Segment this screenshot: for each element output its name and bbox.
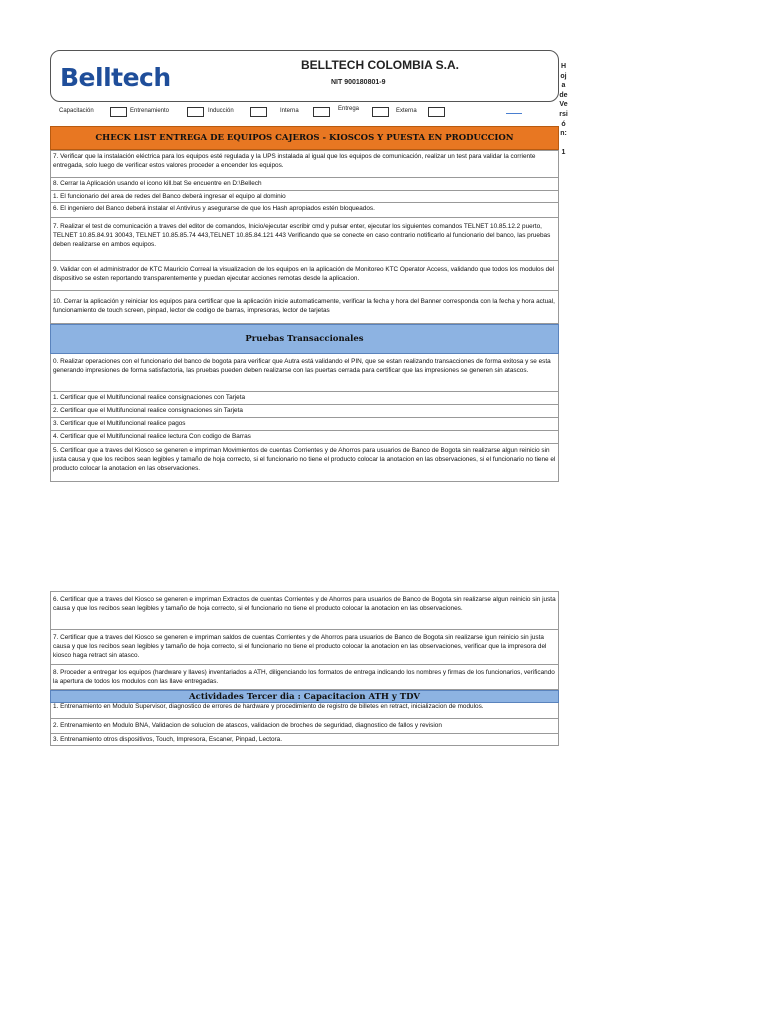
section-pruebas-transaccionales: Pruebas Transaccionales xyxy=(50,324,559,354)
day3-checklist xyxy=(50,703,559,746)
install-checklist xyxy=(50,150,559,324)
checklist-item: 1. Entrenamiento en Modulo Supervisor, diagnostico de errores de hardware y procedimiento de registro de billetes en retract, inicializacion de modulos. xyxy=(51,703,558,719)
option-label-entrega: Entrega xyxy=(338,106,360,112)
checklist-item: 3. Entrenamiento otros dispositivos, Touch, Impresora, Escaner, Pinpad, Lectora. xyxy=(51,734,558,746)
checklist-item: 6. Certificar que a traves del Kiosco se generen e impriman Extractos de cuentas Corrientes y de Ahorros para usuarios de Banco de Bogota sin realizarse algun reinicio sin justa causa y que los recibos sean legibles y tamaño de hoja correcto, si el funcionario no tiene el producto colocar la anotacion en las observaciones. xyxy=(51,591,558,630)
checkbox-induccion[interactable] xyxy=(250,107,267,117)
checklist-item: 7. Realizar el test de comunicación a traves del editor de comandos, Inicio/ejecutar escribir cmd y pulsar enter, ejecutar los siguientes comandos TELNET 10.85.12.2 puerto, TELNET 10.85.84.91 30043, TELNET 10.85.85.74 443,TELNET 10.85.84.121 443 Verificando que se conecte en caso contrario notificarlo al funcionario del banco, las pruebas deben realizarse en ambos equipos. xyxy=(51,218,558,261)
page2-checklist xyxy=(50,591,559,690)
checkbox-capacitacion[interactable] xyxy=(110,107,127,117)
option-label-induccion: Inducción xyxy=(208,108,234,114)
option-label-externa: Externa xyxy=(396,108,417,114)
option-label-interna: Interna xyxy=(280,108,299,114)
checklist-item: 1. El funcionario del area de redes del Banco deberá ingresar el equipo al dominio xyxy=(51,191,558,203)
checklist-item: 8. Cerrar la Aplicación usando el icono kill.bat Se encuentre en D:\Bellech xyxy=(51,178,558,191)
blue-divider-line xyxy=(506,113,522,114)
option-label-entrenamiento: Entrenamiento xyxy=(130,108,170,114)
activity-type-options xyxy=(50,105,559,121)
checkbox-entrenamiento[interactable] xyxy=(187,107,204,117)
checkbox-externa[interactable] xyxy=(428,107,445,117)
checkbox-entrega[interactable] xyxy=(372,107,389,117)
checklist-item: 4. Certificar que el Multifuncional realice lectura Con codigo de Barras xyxy=(51,431,558,444)
checklist-item: 2. Entrenamiento en Modulo BNA, Validacion de solucion de atascos, validacion de broches de seguridad, diagnostico de fallos y revision xyxy=(51,719,558,734)
checklist-item: 7. Certificar que a traves del Kiosco se generen e impriman saldos de cuentas Corrientes y de Ahorros para usuarios de Banco de Bogota sin realizarse igun reinicio sin justa causa y que los recibos sean legibles y tamaño de hoja correcto, si el funcionario no tiene el producto colocar la anotacion en las observaciones, verificar que la impresora del kiosco haga retract sin atasco. xyxy=(51,630,558,665)
checklist-item: 3. Certificar que el Multifuncional realice pagos xyxy=(51,418,558,431)
side-version-text: Hoja de Ve rsión: 1 xyxy=(559,63,568,157)
option-label-capacitacion: Capacitación xyxy=(59,108,94,114)
checklist-item: 10. Cerrar la aplicación y reiniciar los equipos para certificar que la aplicación inicie automaticamente, verificar la fecha y hora del Banner corresponda con la fecha y hora actual, funcionamiento de touch screen, pinpad, lector de codigo de barras, impresoras, lector de tarjetas xyxy=(51,291,558,324)
checklist-item: 2. Certificar que el Multifuncional realice consignaciones sin Tarjeta xyxy=(51,405,558,418)
checklist-item: 7. Verificar que la instalación eléctrica para los equipos esté regulada y la UPS instalada al igual que los equipos de comunicación, realizar un test para validar la corriente entregada, solo luego de verificar estos valores proceder a encender los equipos. xyxy=(51,150,558,178)
checklist-title: CHECK LIST ENTREGA DE EQUIPOS CAJEROS - KIOSCOS Y PUESTA EN PRODUCCION xyxy=(50,126,559,150)
checkbox-interna[interactable] xyxy=(313,107,330,117)
checklist-item: 8. Proceder a entregar los equipos (hardware y llaves) inventariados a ATH, diligenciando los formatos de entrega indicando los nombres y firmas de los funcionarios, verificando la apertura de todos los modulos con las llave entregadas. xyxy=(51,665,558,690)
transactional-checklist xyxy=(50,354,559,482)
company-nit: NIT 900180801-9 xyxy=(331,79,386,86)
checklist-item: 9. Validar con el administrador de KTC Mauricio Correal la visualizacion de los equipos en la aplicación de Monitoreo KTC Operator Access, validando que todos los modulos del dispositivo se esten reportando transparentemente y puedan ejecutar acciones remotas desde la aplicacion. xyxy=(51,261,558,291)
company-name: BELLTECH COLOMBIA S.A. xyxy=(301,58,459,72)
checklist-item: 0. Realizar operaciones con el funcionario del banco de bogota para verificar que Autra está validando el PIN, que se estan realizando transacciones de forma exitosa y se esta generando impresiones de forma satisfactoria, las pruebas pueden deben realizarse con las puertas cerrada para certificar que las impresiones se generen sin atascos. xyxy=(51,354,558,392)
belltech-logo: Belltech xyxy=(60,63,171,92)
checklist-item: 6. El ingeniero del Banco deberá instalar el Antivirus y asegurarse de que los Hash apropiados estén bloqueados. xyxy=(51,203,558,218)
document-header xyxy=(50,50,559,102)
checklist-item: 1. Certificar que el Multifuncional realice consignaciones con Tarjeta xyxy=(51,392,558,405)
section-actividades-tercer-dia: Actividades Tercer dia : Capacitacion ATH y TDV xyxy=(50,690,559,703)
checklist-item: 5. Certificar que a traves del Kiosco se generen e impriman Movimientos de cuentas Corrientes y de Ahorros para usuarios de Banco de Bogota sin realizarse algun reinicio sin justa causa y que los recibos sean legibles y tamaño de hoja correcto, si el funcionario no tiene el producto colocar la anotacion en las observaciones, si el funcionario no tiene el producto colocar la anotacion en las observaciones. xyxy=(51,444,558,482)
